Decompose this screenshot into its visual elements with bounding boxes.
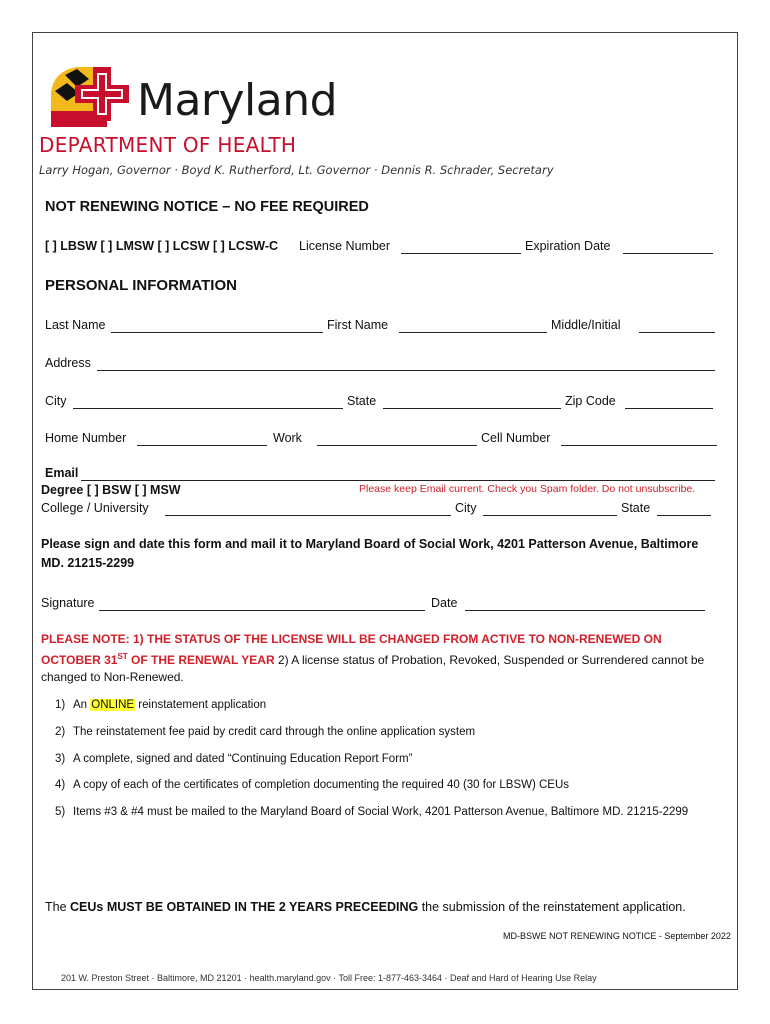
- license-type-checkboxes[interactable]: [ ] LBSW [ ] LMSW [ ] LCSW [ ] LCSW-C: [45, 239, 279, 253]
- cell-number-field[interactable]: [561, 445, 717, 446]
- last-name-field[interactable]: [111, 332, 323, 333]
- address-label: Address: [45, 356, 91, 370]
- college-city-field[interactable]: [483, 515, 617, 516]
- list-item: 1) An ONLINE reinstatement application: [55, 699, 267, 711]
- state-field[interactable]: [383, 408, 561, 409]
- expiration-date-label: Expiration Date: [525, 239, 611, 253]
- form-title: NOT RENEWING NOTICE – NO FEE REQUIRED: [45, 199, 369, 215]
- first-name-label: First Name: [327, 318, 389, 332]
- home-number-field[interactable]: [137, 445, 267, 446]
- online-highlight: ONLINE: [91, 699, 135, 711]
- college-city-label: City: [455, 501, 477, 515]
- college-field[interactable]: [165, 515, 451, 516]
- degree-checkboxes[interactable]: Degree [ ] BSW [ ] MSW: [41, 483, 181, 497]
- work-label: Work: [273, 431, 302, 445]
- mail-instructions: Please sign and date this form and mail it to Maryland Board of Social Work, 4201 Patterson Avenue, Baltimore MD. 21215-2299: [41, 537, 699, 570]
- footer-address: 201 W. Preston Street · Baltimore, MD 21201 · health.maryland.gov · Toll Free: 1-877-463-3464 · Deaf and Hard of Hearing Use Relay: [61, 973, 597, 983]
- last-name-label: Last Name: [45, 318, 106, 332]
- signature-field[interactable]: [99, 610, 425, 611]
- form-id: MD-BSWE NOT RENEWING NOTICE - September 2022: [503, 931, 731, 941]
- email-note: Please keep Email current. Check you Spam folder. Do not unsubscribe.: [359, 483, 696, 495]
- zip-code-field[interactable]: [625, 408, 713, 409]
- college-state-label: State: [621, 501, 651, 515]
- date-label: Date: [431, 596, 458, 610]
- work-field[interactable]: [317, 445, 477, 446]
- officials-line: Larry Hogan, Governor · Boyd K. Rutherford, Lt. Governor · Dennis R. Schrader, Secretary: [39, 163, 554, 177]
- status-note-red-end: OF THE RENEWAL YEAR: [127, 653, 275, 667]
- list-item: 2) The reinstatement fee paid by credit card through the online application system: [55, 726, 476, 738]
- city-field[interactable]: [73, 408, 343, 409]
- signature-label: Signature: [41, 596, 95, 610]
- first-name-field[interactable]: [399, 332, 547, 333]
- department-name: DEPARTMENT OF HEALTH: [39, 133, 297, 157]
- list-item: 4) A copy of each of the certificates of completion documenting the required 40 (30 for LBSW) CEUs: [55, 779, 570, 791]
- state-label: State: [347, 394, 377, 408]
- status-note: [41, 631, 723, 686]
- form-page: [32, 32, 738, 990]
- email-label: Email: [45, 466, 79, 480]
- home-number-label: Home Number: [45, 431, 127, 445]
- status-note-red: PLEASE NOTE: 1) THE STATUS OF THE LICENSE WILL BE CHANGED FROM ACTIVE TO NON-RENEWED ON OCTOBER 31: [41, 632, 662, 667]
- list-item: 5) Items #3 & #4 must be mailed to the Maryland Board of Social Work, 4201 Patterson Avenue, Baltimore MD. 21215-2299: [55, 806, 689, 818]
- email-field[interactable]: [81, 480, 715, 481]
- license-number-field[interactable]: [401, 253, 521, 254]
- date-field[interactable]: [465, 610, 705, 611]
- middle-initial-label: Middle/Initial: [551, 318, 621, 332]
- middle-initial-field[interactable]: [639, 332, 715, 333]
- maryland-flag-cross-logo: [45, 63, 141, 129]
- zip-code-label: Zip Code: [565, 394, 616, 408]
- expiration-date-field[interactable]: [623, 253, 713, 254]
- city-label: City: [45, 394, 67, 408]
- brand-name: Maryland: [137, 75, 338, 126]
- list-item: 3) A complete, signed and dated “Continuing Education Report Form”: [55, 753, 413, 765]
- ceu-statement: The CEUs MUST BE OBTAINED IN THE 2 YEARS PRECEEDING the submission of the reinstatement application.: [45, 900, 686, 914]
- cell-number-label: Cell Number: [481, 431, 551, 445]
- college-state-field[interactable]: [657, 515, 711, 516]
- license-number-label: License Number: [299, 239, 391, 253]
- college-label: College / University: [41, 501, 149, 515]
- status-note-black: 2) A license status of Probation, Revoked, Suspended or Surrendered cannot be changed to Non-Renewed.: [41, 653, 705, 684]
- status-note-sup: ST: [117, 652, 128, 661]
- personal-info-heading: PERSONAL INFORMATION: [45, 277, 237, 294]
- address-field[interactable]: [97, 370, 715, 371]
